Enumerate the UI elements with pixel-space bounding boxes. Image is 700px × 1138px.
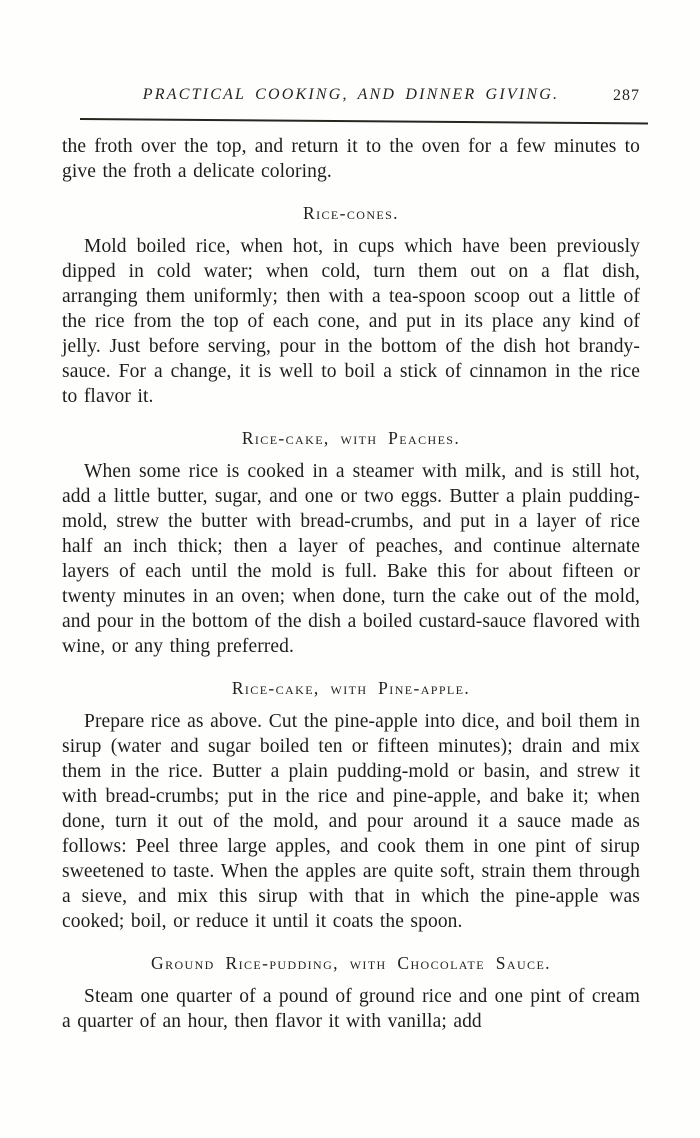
running-header bbox=[62, 86, 640, 108]
section-heading-rice-cake-peaches: Rice-cake, with Peaches. bbox=[241, 428, 461, 448]
section-heading-ground-rice-pudding: Ground Rice-pudding, with Chocolate Sauce. bbox=[151, 953, 551, 973]
paragraph-ground-rice-pudding: Steam one quarter of a pound of ground rice and one pint of cream a quarter of an hour, then flavor it with vanilla; add bbox=[62, 986, 640, 1032]
section-heading-rice-cones: Rice-cones. bbox=[303, 203, 399, 223]
paragraph-rice-cake-pineapple: Prepare rice as above. Cut the pine-apple into dice, and boil them in sirup (water and sugar boiled ten or fifteen minutes); drain and mix them in the rice. Butter a plain pudding-mold or basin, and strew it with bread-crumbs; put in the rice and pine-apple, and bake it; when done, turn it out of the mold, and pour around it a sauce made as follows: Peel three large apples, and cook them in one pint of sirup sweetened to taste. When the apples are quite soft, strain them through a sieve, and mix this sirup with that in which the pine-apple was cooked; boil, or reduce it until it coats the spoon. bbox=[62, 711, 640, 932]
paragraph-rice-cones: Mold boiled rice, when hot, in cups which have been previously dipped in cold water; when cold, turn them out on a flat dish, arranging them uniformly; then with a tea-spoon scoop out a little of the rice from the top of each cone, and put in its place any kind of jelly. Just before serving, pour in the bottom of the dish hot brandy-sauce. For a change, it is well to boil a stick of cinnamon in the rice to flavor it. bbox=[62, 236, 640, 407]
page-number: 287 bbox=[613, 87, 640, 104]
header-title: PRACTICAL COOKING, AND DINNER GIVING. bbox=[142, 86, 560, 103]
paragraph-rice-cake-peaches: When some rice is cooked in a steamer with milk, and is still hot, add a little butter, sugar, and one or two eggs. Butter a plain pudding-mold, strew the butter with bread-crumbs, and put in a layer of rice half an inch thick; then a layer of peaches, and continue alternate layers of each until the mold is full. Bake this for about fifteen or twenty minutes in an oven; when done, turn the cake out of the mold, and pour in the bottom of the dish a boiled custard-sauce flavored with wine, or any thing preferred. bbox=[62, 461, 640, 657]
text-block bbox=[62, 134, 640, 1034]
paragraph-continuation: the froth over the top, and return it to the oven for a few minutes to give the froth a delicate coloring. bbox=[62, 136, 640, 182]
section-heading-rice-cake-pineapple: Rice-cake, with Pine-apple. bbox=[231, 678, 471, 698]
header-rule bbox=[80, 118, 648, 124]
